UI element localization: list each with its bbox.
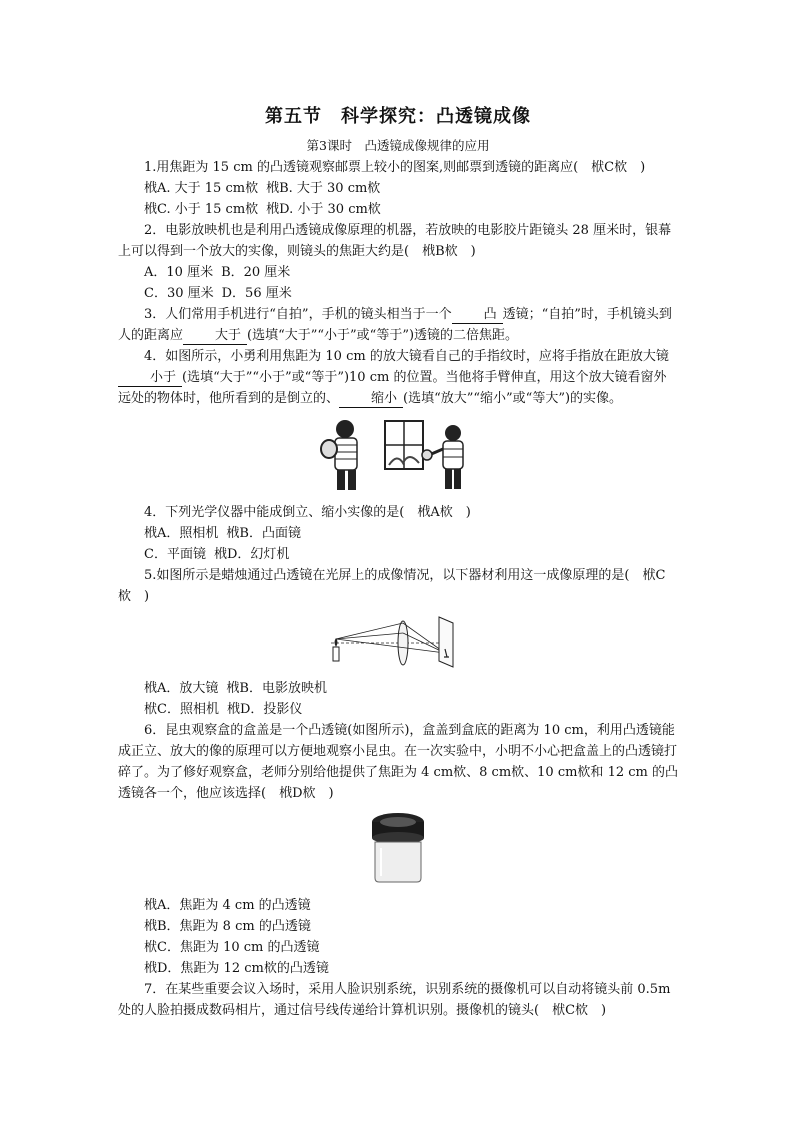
question-1-option-b: 栰B. 大于 30 cm栨 — [266, 181, 381, 196]
lens-ray-figure — [118, 613, 678, 676]
question-4b-options-row1 — [118, 523, 678, 544]
question-5-options-row1 — [118, 678, 678, 699]
candle-lens-screen-diagram — [323, 613, 473, 669]
question-5-option-b: 栰B．电影放映机 — [226, 681, 327, 696]
question-2-option-d: D．56 厘米 — [221, 286, 292, 301]
question-4b-option-b: 栰B．凸面镜 — [226, 526, 301, 541]
question-4b-option-c: C．平面镜 — [144, 547, 206, 562]
question-2-option-a: A．10 厘米 — [144, 265, 214, 280]
page-title: 第五节 科学探究：凸透镜成像 — [265, 106, 531, 127]
question-1-option-c: 栰C. 小于 15 cm栨 — [144, 202, 259, 217]
question-4b-option-d: 栰D．幻灯机 — [213, 547, 290, 562]
question-6-stem: 6．昆虫观察盒的盒盖是一个凸透镜(如图所示)，盒盖到盒底的距离为 10 cm，利用凸透镜能成正立、放大的像的原理可以方便地观察小昆虫。在一次实验中，小明不小心把盒盖上的凸透镜打碎了。为了修好观察盒，老师分别给他提供了焦距为 4 cm栨、8 cm栨、10 cm栨和 12 cm 的凸透镜各一个，他应该选择( 栰D栨 ) — [118, 723, 678, 801]
page-subtitle: 第3课时 凸透镜成像规律的应用 — [306, 138, 490, 153]
question-2-option-c: C．30 厘米 — [144, 286, 214, 301]
question-3-part2: 透镜；“自拍”时，手机镜头到人的距离应 — [118, 307, 672, 343]
question-5-option-d: 栰D．投影仪 — [226, 702, 303, 717]
question-4b-option-a: 栰A．照相机 — [144, 526, 219, 541]
question-5-options-row2 — [118, 699, 678, 720]
question-2-option-b: B．20 厘米 — [221, 265, 291, 280]
question-1-options-row2 — [118, 199, 678, 220]
magnifier-illustration — [313, 415, 483, 493]
question-3 — [118, 304, 678, 346]
question-6-option-d: 栰D．焦距为 12 cm栨的凸透镜 — [144, 961, 329, 976]
question-4a-answer-blank-1: 小于 — [118, 370, 182, 387]
question-2-options-row2 — [118, 283, 678, 304]
insect-box-figure — [118, 810, 678, 893]
question-7-stem: 7．在某些重要会议入场时，采用人脸识别系统，识别系统的摄像机可以自动将镜头前 0.5m 处的人脸拍摄成数码相片，通过信号线传递给计算机识别。摄像机的镜头( 栿C栨 ) — [118, 982, 671, 1018]
question-2-options-row1 — [118, 262, 678, 283]
question-6-option-c: 栿C．焦距为 10 cm 的凸透镜 — [144, 940, 320, 955]
question-1-option-d: 栰D. 小于 30 cm栨 — [266, 202, 381, 217]
question-4a — [118, 346, 678, 409]
question-1-options-row1 — [118, 178, 678, 199]
question-3-answer-blank-1: 凸 — [452, 307, 503, 324]
question-4a-answer-blank-2: 缩小 — [339, 391, 403, 408]
question-5-option-c: 栿C．照相机 — [144, 702, 219, 717]
question-4a-part2: (选填“大于”“小于”或“等于”)10 cm 的位置。当他将手臂伸直，用这个放大镜看窗外远处的物体时，他所看到的是倒立的、 — [118, 370, 667, 406]
question-5-stem: 5.如图所示是蜡烛通过凸透镜在光屏上的成像情况，以下器材利用这一成像原理的是( 栿C栨 ) — [118, 568, 666, 604]
magnifier-figure — [118, 415, 678, 500]
question-6-option-b: 栰B．焦距为 8 cm 的凸透镜 — [144, 919, 311, 934]
insect-observation-box-illustration — [363, 810, 433, 886]
question-4a-part1: 4．如图所示，小勇利用焦距为 10 cm 的放大镜看自己的手指纹时，应将手指放在距放大镜 — [144, 349, 669, 364]
question-3-answer-blank-2: 大于 — [183, 328, 247, 345]
question-2-stem: 2．电影放映机也是利用凸透镜成像原理的机器，若放映的电影胶片距镜头 28 厘米时，银幕上可以得到一个放大的实像，则镜头的焦距大约是( 栰B栨 ) — [118, 223, 672, 259]
question-3-part3: (选填“大于”“小于”或“等于”)透镜的二倍焦距。 — [247, 328, 519, 343]
document-page — [118, 100, 678, 1021]
question-4b-stem: 4．下列光学仪器中能成倒立、缩小实像的是( 栰A栨 ) — [144, 505, 471, 520]
question-4a-part3: (选填“放大”“缩小”或“等大”)的实像。 — [403, 391, 623, 406]
question-1-stem: 1.用焦距为 15 cm 的凸透镜观察邮票上较小的图案,则邮票到透镜的距离应( 栿C栨 ) — [144, 160, 646, 175]
question-6-option-a: 栰A．焦距为 4 cm 的凸透镜 — [144, 898, 311, 913]
question-1-option-a: 栰A. 大于 15 cm栨 — [144, 181, 259, 196]
question-5-option-a: 栰A．放大镜 — [144, 681, 219, 696]
question-4b-options-row2 — [118, 544, 678, 565]
question-3-part1: 3．人们常用手机进行“自拍”，手机的镜头相当于一个 — [144, 307, 452, 322]
